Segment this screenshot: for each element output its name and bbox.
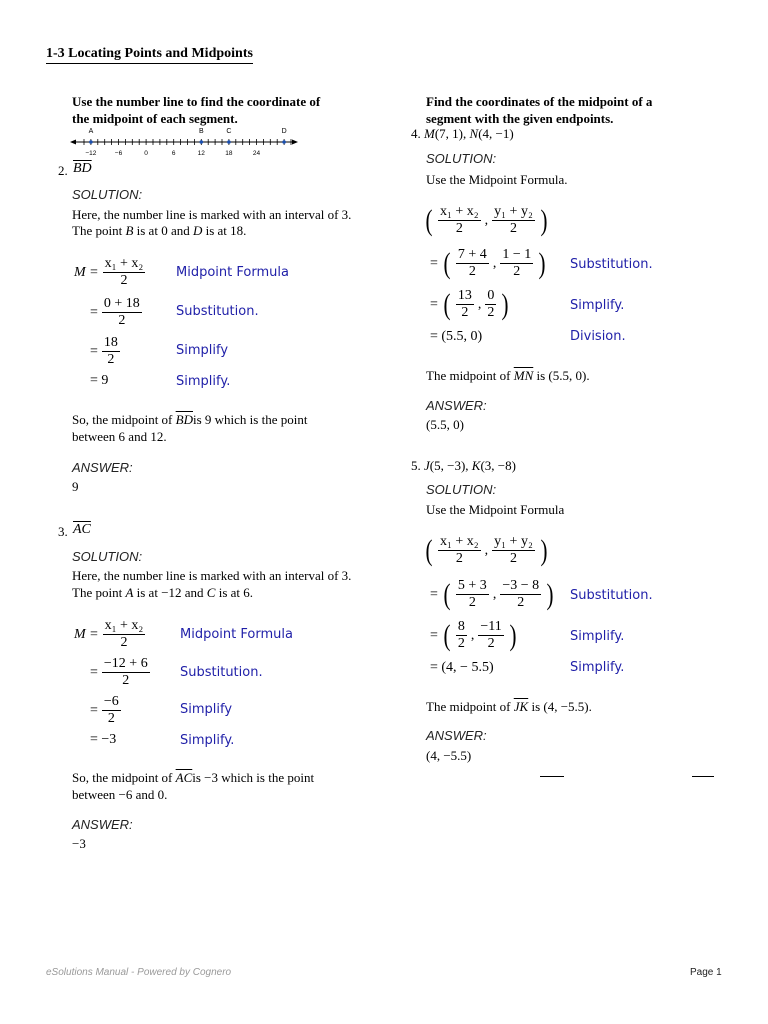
problem-3-solution-label: SOLUTION: bbox=[72, 549, 143, 564]
problem-2-text-2: The point B is at 0 and D is at 18. bbox=[72, 223, 247, 238]
problem-2-segment: $\overline{BD}$ bbox=[73, 161, 92, 176]
right-instructions-line-1: Find the coordinates of the midpoint of a bbox=[426, 94, 653, 109]
problem-2-solution-label: SOLUTION: bbox=[72, 187, 143, 202]
number-line-point bbox=[227, 140, 231, 144]
problem-4-answer-label: ANSWER: bbox=[426, 398, 487, 413]
number-line-tick-label: 6 bbox=[171, 150, 176, 157]
problem-4-step-2: = ( $\frac{7 + 4}{2}$ , $\frac{1 - 1}{2}$ ) bbox=[430, 246, 546, 280]
problem-4-answer: (5.5, 0) bbox=[426, 417, 464, 432]
problem-2-step-2: = $\frac{0 + 18}{2}$ bbox=[90, 296, 140, 328]
problem-2-step-1: M = $\frac{\text{x₁ + x₂}}{2}$ bbox=[74, 256, 144, 288]
left-instructions-line-1: Use the number line to find the coordinate of bbox=[72, 94, 321, 109]
problem-5-reason-4: Simplify. bbox=[570, 660, 625, 675]
number-line-point-label: A bbox=[88, 128, 94, 135]
problem-4-text-1: Use the Midpoint Formula. bbox=[426, 172, 568, 187]
problem-5-answer: (4, −5.5) bbox=[426, 748, 472, 763]
fraction: $\frac{\text{x₁ + x₂}}{2}$ bbox=[104, 618, 144, 650]
right-instructions bbox=[426, 93, 652, 127]
fraction: $\frac{-6}{2}$ bbox=[103, 694, 119, 726]
number-line-point bbox=[89, 140, 93, 144]
page-title: 1-3 Locating Points and Midpoints bbox=[46, 46, 253, 64]
fraction: $\frac{-12 + 6}{2}$ bbox=[103, 656, 148, 688]
fraction: $\frac{0 + 18}{2}$ bbox=[103, 296, 140, 328]
number-line-tick-label: 0 bbox=[144, 150, 148, 157]
problem-4-step-4: = (5.5, 0) bbox=[430, 329, 483, 344]
problem-4-question: 4. M(7, 1), N(4, −1) bbox=[411, 126, 514, 141]
problem-2-conclusion-1: So, the midpoint of $\overline{BD}is$ 9 which is the point bbox=[72, 412, 308, 427]
problem-4-solution-label: SOLUTION: bbox=[426, 151, 497, 166]
left-instructions-line-2: the midpoint of each segment. bbox=[72, 111, 238, 126]
problem-2-number: 2. bbox=[58, 163, 68, 178]
problem-4-reason-3: Simplify. bbox=[570, 298, 625, 313]
problem-3-reason-1: Midpoint Formula bbox=[180, 627, 293, 642]
fraction: $\frac{\text{y₁ + y₂}}{2}$ bbox=[494, 204, 533, 236]
problem-3-answer: −3 bbox=[72, 836, 86, 851]
problem-2-reason-2: Substitution. bbox=[176, 304, 259, 319]
problem-5-step-3: = ( $\frac{8}{2}$ , $\frac{-11}{2}$ ) bbox=[430, 618, 517, 652]
fraction: $\frac{1 - 1}{2}$ bbox=[502, 247, 532, 279]
divider-line bbox=[540, 776, 564, 777]
problem-2-answer: 9 bbox=[72, 479, 79, 494]
problem-3-text-2: The point A is at −12 and C is at 6. bbox=[72, 585, 254, 600]
problem-3-step-1: M = $\frac{\text{x₁ + x₂}}{2}$ bbox=[74, 618, 144, 650]
problem-3-step-3: = $\frac{-6}{2}$ bbox=[90, 694, 119, 726]
problem-3-segment: $\overline{AC}$ bbox=[73, 522, 91, 537]
number-line-point-label: D bbox=[281, 128, 287, 135]
problem-3-conclusion-1: So, the midpoint of $\overline{AC}is -3$ which is the point bbox=[72, 770, 315, 785]
fraction: $\frac{\text{x₁ + x₂}}{2}$ bbox=[440, 204, 479, 236]
problem-3-reason-4: Simplify. bbox=[180, 733, 235, 748]
problem-3-number: 3. bbox=[58, 524, 68, 539]
problem-2-step-3: = $\frac{18}{2}$ bbox=[90, 335, 118, 367]
problem-3-step-4: = −3 bbox=[90, 732, 117, 747]
number-line bbox=[70, 124, 300, 158]
fraction: $\frac{-11}{2}$ bbox=[480, 619, 502, 651]
fraction: $\frac{13}{2}$ bbox=[457, 288, 472, 320]
number-line-point-label: B bbox=[198, 128, 204, 135]
problem-5-reason-2: Substitution. bbox=[570, 588, 653, 603]
problem-5-question: 5. J(5, −3), K(3, −8) bbox=[411, 458, 516, 473]
number-line-point-label: C bbox=[226, 128, 232, 135]
problem-2-reason-3: Simplify bbox=[176, 343, 229, 358]
fraction: $\frac{\text{x₁ + x₂}}{2}$ bbox=[440, 534, 479, 566]
fraction: $\frac{18}{2}$ bbox=[103, 335, 118, 367]
problem-2-text-1: Here, the number line is marked with an interval of 3. bbox=[72, 207, 352, 222]
problem-4-reason-2: Substitution. bbox=[570, 257, 653, 272]
divider-line bbox=[692, 776, 714, 777]
fraction: $\frac{7 + 4}{2}$ bbox=[457, 247, 487, 279]
problem-2-answer-label: ANSWER: bbox=[72, 460, 133, 475]
problem-2-reason-4: Simplify. bbox=[176, 374, 231, 389]
number-line-point bbox=[282, 140, 286, 144]
fraction: $\frac{-3 - 8}{2}$ bbox=[502, 578, 540, 610]
problem-3-text-1: Here, the number line is marked with an interval of 3. bbox=[72, 568, 352, 583]
fraction: $\frac{\text{y₁ + y₂}}{2}$ bbox=[494, 534, 533, 566]
problem-3-answer-label: ANSWER: bbox=[72, 817, 133, 832]
problem-3-reason-2: Substitution. bbox=[180, 665, 263, 680]
problem-3-reason-3: Simplify bbox=[180, 702, 233, 717]
problem-2-reason-1: Midpoint Formula bbox=[176, 265, 289, 280]
problem-2-step-4: = 9 bbox=[90, 373, 109, 388]
fraction: $\frac{\text{x₁ + x₂}}{2}$ bbox=[104, 256, 144, 288]
problem-2-conclusion-2: between 6 and 12. bbox=[72, 429, 167, 444]
problem-5-conclusion: The midpoint of $\overline{JK}$ is (4, −5.5). bbox=[426, 699, 592, 714]
number-line-point bbox=[200, 140, 204, 144]
number-line-tick-label: −12 bbox=[85, 150, 97, 157]
problem-4-reason-4: Division. bbox=[570, 329, 626, 344]
problem-5-step-2: = ( $\frac{5 + 3}{2}$ , $\frac{-3 - 8}{2}$ ) bbox=[430, 577, 554, 611]
problem-5-solution-label: SOLUTION: bbox=[426, 482, 497, 497]
page-number: Page 1 bbox=[690, 967, 722, 978]
problem-5-step-1: ( $\frac{\text{x₁ + x₂}}{2}$ , $\frac{\text{y₁ + y₂}}{2}$ ) bbox=[425, 533, 548, 567]
problem-5-reason-3: Simplify. bbox=[570, 629, 625, 644]
problem-3-step-2: = $\frac{-12 + 6}{2}$ bbox=[90, 656, 148, 688]
fraction: $\frac{0}{2}$ bbox=[487, 288, 495, 320]
number-line-tick-label: 12 bbox=[197, 150, 205, 157]
problem-4-step-1: ( $\frac{\text{x₁ + x₂}}{2}$ , $\frac{\text{y₁ + y₂}}{2}$ ) bbox=[425, 203, 548, 237]
problem-5-answer-label: ANSWER: bbox=[426, 728, 487, 743]
problem-5-step-4: = (4, − 5.5) bbox=[430, 660, 494, 675]
fraction: $\frac{5 + 3}{2}$ bbox=[457, 578, 487, 610]
number-line-tick-label: 18 bbox=[225, 150, 233, 157]
problem-5-text-1: Use the Midpoint Formula bbox=[426, 502, 565, 517]
problem-4-conclusion: The midpoint of $\overline{MN}$ is (5.5, 0). bbox=[426, 368, 590, 383]
problem-4-step-3: = ( $\frac{13}{2}$ , $\frac{0}{2}$ ) bbox=[430, 287, 509, 321]
problem-3-conclusion-2: between −6 and 0. bbox=[72, 787, 168, 802]
footer-credit: eSolutions Manual - Powered by Cognero bbox=[46, 967, 232, 978]
left-instructions bbox=[72, 93, 320, 127]
fraction: $\frac{8}{2}$ bbox=[457, 619, 465, 651]
number-line-tick-label: 24 bbox=[252, 150, 261, 157]
right-instructions-line-2: segment with the given endpoints. bbox=[426, 111, 614, 126]
number-line-tick-label: −6 bbox=[114, 150, 123, 157]
